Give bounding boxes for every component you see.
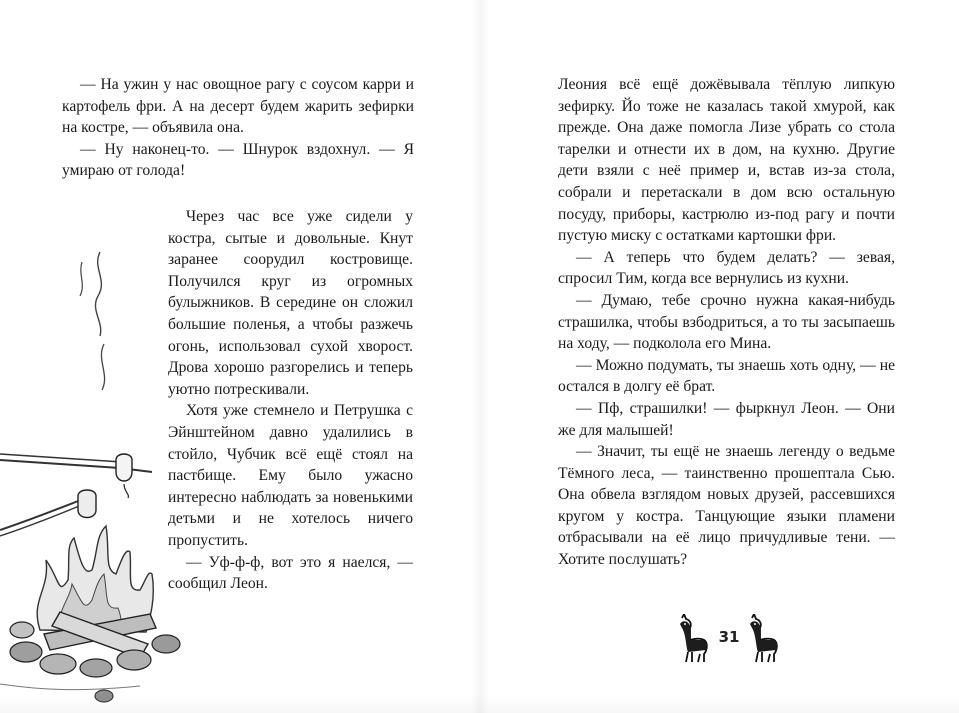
left-page — [0, 0, 479, 713]
paragraph: — Уф-ф-ф, вот это я наелся, — сообщил Леон. — [168, 553, 413, 593]
llama-icon — [746, 614, 782, 664]
right-text — [558, 74, 895, 571]
page-footer — [676, 614, 782, 664]
paragraph: — Можно подумать, ты знаешь хоть одну, — не остался в долгу её брат. — [558, 356, 895, 396]
paragraph: — А теперь что будем делать? — зевая, спросил Тим, когда все вернулись из кухни. — [558, 248, 895, 288]
left-mid-text — [168, 206, 413, 595]
campfire-marshmallow-icon — [0, 240, 200, 713]
paragraph: Леония всё ещё дожёвывала тёплую липкую зефирку. Йо тоже не казалась такой хмурой, как прежде. Она даже помогла Лизе убрать со стола тарелки и отнести их в дом, на кухню. Другие дети взяли с неё пример и, встав из-за стола, собрали и перетаскали в дом всю остальную посуду, приборы, кастрюлю из-под рагу и почти пустую миску с остатками картошки фри. — [558, 76, 895, 245]
paragraph: Хотя уже стемнело и Петрушка с Эйнштейном давно удалились в стойло, Чубчик всё ещё стоял на пастбище. Ему было ужасно интересно наблюдать за новенькими детьми и не хотелось ничего пропустить. — [168, 402, 413, 549]
paragraph: Через час все уже сидели у костра, сытые и довольные. Кнут заранее соорудил костровище. Получился круг из огромных булыжников. В середине он сложил большие поленья, а чтобы разжечь огонь, использовал сухой хворост. Дрова хорошо разгорелись и теперь уютно потрескивали. — [168, 208, 413, 398]
llama-icon — [676, 614, 712, 664]
page-bottom-shade — [0, 695, 959, 713]
right-page — [480, 0, 959, 713]
left-top-text — [62, 74, 414, 182]
paragraph: — На ужин у нас овощное рагу с соусом карри и картофель фри. А на десерт будем жарить зефирки на костре, — объявила она. — [62, 76, 414, 137]
paragraph: — Ну наконец-то. — Шнурок вздохнул. — Я умираю от голода! — [62, 140, 414, 180]
page-number: 31 — [718, 628, 740, 646]
paragraph: — Значит, ты ещё не знаешь легенду о ведьме Тёмного леса, — таинственно прошептала Сью. Она обвела взглядом новых друзей, рассевшихся кругом у костра. Танцующие языки пламени отбрасывали на её лицо причудливые тени. — Хотите послушать? — [558, 443, 895, 569]
paragraph: — Думаю, тебе срочно нужна какая-нибудь страшилка, чтобы взбодриться, а то ты засыпаешь на ходу, — подколола его Мина. — [558, 291, 895, 353]
paragraph: — Пф, страшилки! — фыркнул Леон. — Они же для малышей! — [558, 399, 895, 439]
